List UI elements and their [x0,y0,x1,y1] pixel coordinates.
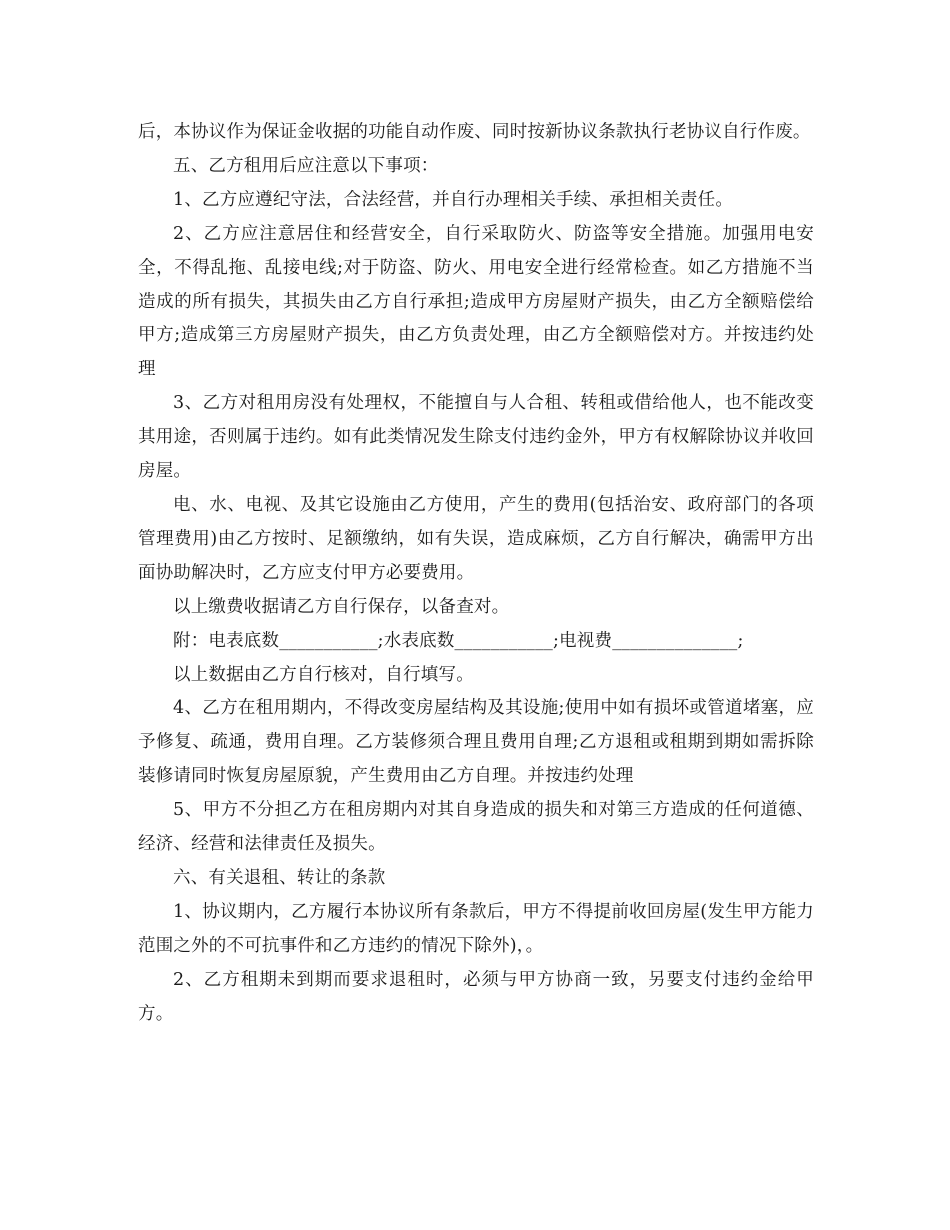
meter-readings-line: 附：电表底数___________;水表底数___________;电视费______________; [173,630,744,651]
clause-6-1: 1、协议期内，乙方履行本协议所有条款后，甲方不得提前收回房屋(发生甲方能力范围之外的不可抗事件和乙方违约的情况下除外)，。 [138,901,814,956]
clause-5-5: 5、甲方不分担乙方在租房期内对其自身造成的损失和对第三方造成的任何道德、经济、经营和法律责任及损失。 [138,800,814,855]
self-check-note: 以上数据由乙方自行核对，自行填写。 [173,664,474,685]
clause-5-1: 1、乙方应遵纪守法，合法经营，并自行办理相关手续、承担相关责任。 [173,189,734,210]
clause-5-4: 4、乙方在租用期内，不得改变房屋结构及其设施;使用中如有损坏或管道堵塞，应予修复、疏通，费用自理。乙方装修须合理且费用自理;乙方退租或租期到期如需拆除装修请同时恢复房屋原貌，产生费用由乙方自理。并按违约处理 [138,698,814,787]
receipt-note: 以上缴费收据请乙方自行保存，以备查对。 [173,596,510,617]
paragraph-continuation: 后，本协议作为保证金收据的功能自动作废、同时按新协议条款执行老协议自行作废。 [138,122,811,142]
utilities-paragraph: 电、水、电视、及其它设施由乙方使用，产生的费用(包括治安、政府部门的各项管理费用)由乙方按时、足额缴纳，如有失误，造成麻烦，乙方自行解决，确需甲方出面协助解决时，乙方应支付甲方必要费用。 [138,494,814,583]
clause-5-3: 3、乙方对租用房没有处理权，不能擅自与人合租、转租或借给他人，也不能改变其用途，否则属于违约。如有此类情况发生除支付违约金外，甲方有权解除协议并收回房屋。 [138,393,814,482]
document-body [138,116,814,1031]
clause-5-2: 2、乙方应注意居住和经营安全，自行采取防火、防盗等安全措施。加强用电安全，不得乱拖、乱接电线;对于防盗、防火、用电安全进行经常检查。如乙方措施不当造成的所有损失，其损失由乙方自行承担;造成甲方房屋财产损失，由乙方全额赔偿给甲方;造成第三方房屋财产损失，由乙方负责处理，由乙方全额赔偿对方。并按违约处理 [138,223,814,380]
section-six-heading: 六、有关退租、转让的条款 [173,867,386,888]
clause-6-2: 2、乙方租期未到期而要求退租时，必须与甲方协商一致，另要支付违约金给甲方。 [138,969,814,1024]
section-five-heading: 五、乙方租用后应注意以下事项： [173,155,439,176]
